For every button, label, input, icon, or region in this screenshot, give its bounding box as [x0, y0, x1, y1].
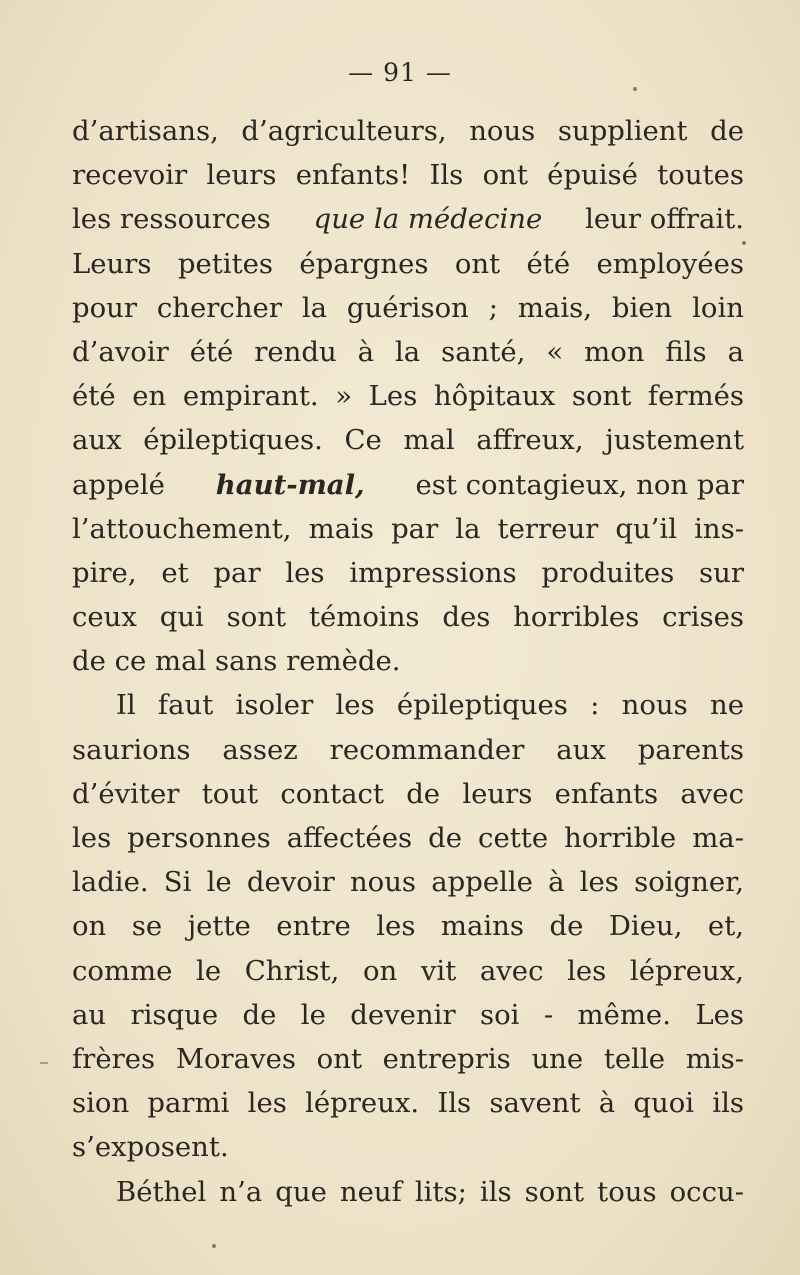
- text-segment: appelé: [72, 468, 165, 501]
- italic-text-segment: que la médecine: [313, 203, 543, 236]
- text-segment: est contagieux, non par: [415, 468, 744, 501]
- text-line: Leurs petites épargnes ont été employées: [72, 247, 744, 280]
- italic-term: haut-mal,: [215, 468, 365, 501]
- text-line: aux épileptiques. Ce mal affreux, justement: [72, 424, 744, 457]
- text-line: au risque de le devenir soi - même. Les: [72, 998, 744, 1031]
- text-line: s’exposent.: [72, 1131, 229, 1164]
- text-line: l’attouchement, mais par la terreur qu’il ins-: [72, 512, 744, 545]
- text-segment: leur offrait.: [585, 203, 744, 236]
- text-line: de ce mal sans remède.: [72, 645, 401, 678]
- text-line: sion parmi les lépreux. Ils savent à quoi ils: [72, 1087, 744, 1120]
- text-line: on se jette entre les mains de Dieu, et,: [72, 910, 744, 943]
- text-line: d’artisans, d’agriculteurs, nous supplient de: [72, 115, 744, 147]
- ink-speck: [212, 1244, 216, 1248]
- body-text: [72, 109, 744, 1214]
- margin-mark: [40, 1062, 48, 1064]
- text-line: les personnes affectées de cette horrible ma-: [72, 822, 744, 854]
- text-line: comme le Christ, on vit avec les lépreux,: [72, 954, 744, 987]
- text-line: pour chercher la guérison ; mais, bien loin: [72, 291, 744, 324]
- text-line: saurions assez recommander aux parents: [72, 733, 744, 766]
- text-line: pire, et par les impressions produites sur: [72, 556, 744, 589]
- text-line: été en empirant. » Les hôpitaux sont fermés: [72, 380, 744, 413]
- ink-speck: [633, 87, 637, 91]
- text-segment: les ressources: [72, 203, 271, 236]
- ink-speck: [742, 241, 746, 245]
- text-line: ceux qui sont témoins des horribles crises: [72, 601, 744, 634]
- paragraph-3: [72, 1170, 744, 1214]
- text-line: Béthel n’a que neuf lits; ils sont tous occu-: [116, 1175, 744, 1208]
- text-line: [72, 197, 744, 241]
- text-line: Il faut isoler les épileptiques : nous ne: [116, 689, 744, 722]
- text-line: d’avoir été rendu à la santé, « mon fils a: [72, 335, 744, 368]
- text-line: [72, 463, 744, 507]
- paragraph-1: [72, 109, 744, 683]
- page-number: — 91 —: [348, 58, 452, 87]
- text-line: frères Moraves ont entrepris une telle mis-: [72, 1042, 744, 1075]
- text-line: d’éviter tout contact de leurs enfants avec: [72, 777, 744, 810]
- text-line: ladie. Si le devoir nous appelle à les soigner,: [72, 866, 744, 899]
- paragraph-2: [72, 683, 744, 1169]
- text-line: recevoir leurs enfants! Ils ont épuisé toutes: [72, 159, 744, 192]
